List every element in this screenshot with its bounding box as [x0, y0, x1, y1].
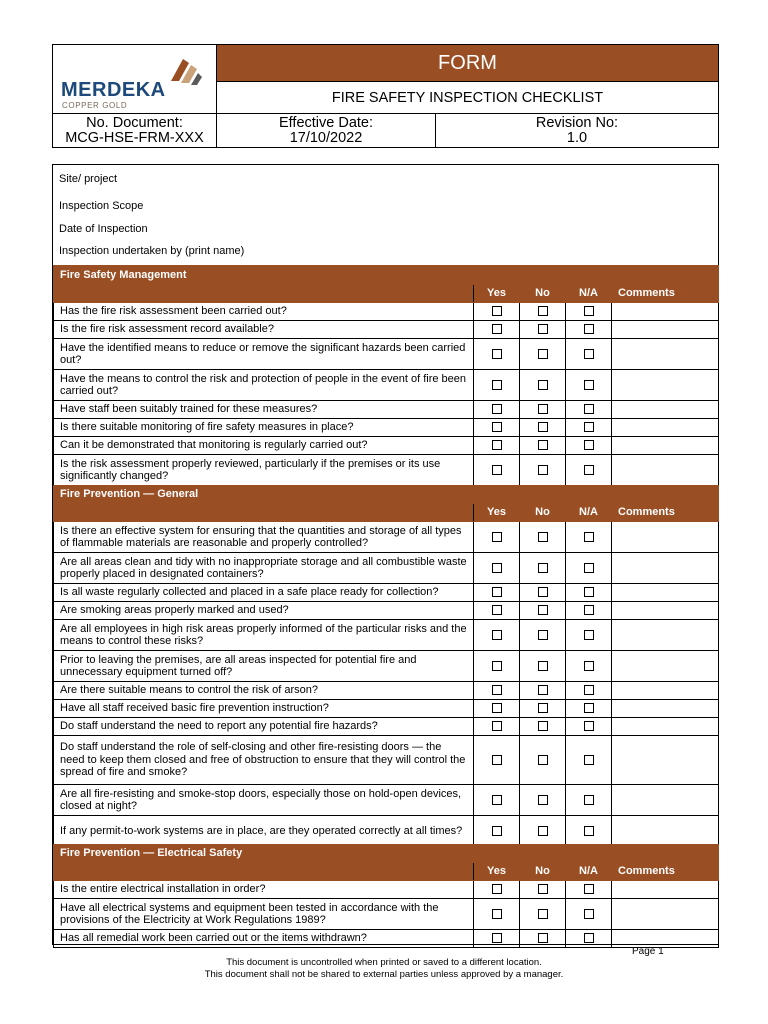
answer-cell-na: [566, 602, 612, 620]
checklist-row: [54, 718, 719, 736]
checklist-row: [54, 930, 719, 948]
answer-cell-yes: [474, 736, 520, 785]
question-text: Have all electrical systems and equipment been tested in accordance with the provisions of the Electricity at Work Regulations 1989?: [54, 899, 474, 930]
answer-cell-na: [566, 682, 612, 700]
checkbox-no-icon[interactable]: [538, 380, 548, 390]
comments-cell[interactable]: [612, 602, 719, 620]
answer-cell-na: [566, 816, 612, 847]
comments-cell[interactable]: [612, 455, 719, 486]
footer-note-sharing: This document shall not be shared to external parties unless approved by a manager.: [204, 969, 564, 980]
comments-cell[interactable]: [612, 899, 719, 930]
inspector-name-field: Inspection undertaken by (print name): [59, 245, 245, 257]
answer-cell-na: [566, 700, 612, 718]
checkbox-na-icon[interactable]: [584, 380, 594, 390]
checkbox-na-icon[interactable]: [584, 909, 594, 919]
answer-cell-no: [520, 736, 566, 785]
answer-cell-na: [566, 522, 612, 553]
footer-note-uncontrolled: This document is uncontrolled when printed or saved to a different location.: [226, 957, 542, 968]
document-title: FIRE SAFETY INSPECTION CHECKLIST: [217, 82, 718, 114]
section-title: Fire Prevention — General: [54, 486, 719, 504]
comments-cell[interactable]: [612, 303, 719, 321]
answer-cell-yes: [474, 682, 520, 700]
answer-cell-no: [520, 522, 566, 553]
answer-cell-no: [520, 553, 566, 584]
checkbox-na-icon[interactable]: [584, 884, 594, 894]
checkbox-na-icon[interactable]: [584, 661, 594, 671]
checkbox-no-icon[interactable]: [538, 306, 548, 316]
question-text: Are smoking areas properly marked and used?: [54, 602, 474, 620]
checkbox-na-icon[interactable]: [584, 422, 594, 432]
comments-cell[interactable]: [612, 321, 719, 339]
checkbox-yes-icon[interactable]: [492, 795, 502, 805]
checklist-row: [54, 401, 719, 419]
comments-cell[interactable]: [612, 553, 719, 584]
answer-cell-yes: [474, 419, 520, 437]
checkbox-na-icon[interactable]: [584, 404, 594, 414]
comments-cell[interactable]: [612, 584, 719, 602]
checkbox-no-icon[interactable]: [538, 465, 548, 475]
checkbox-yes-icon[interactable]: [492, 755, 502, 765]
question-text: Prior to leaving the premises, are all areas inspected for potential fire and unnecessary equipment turned off?: [54, 651, 474, 682]
answer-cell-yes: [474, 339, 520, 370]
answer-cell-yes: [474, 930, 520, 948]
answer-cell-yes: [474, 602, 520, 620]
checkbox-na-icon[interactable]: [584, 324, 594, 334]
answer-cell-no: [520, 718, 566, 736]
logo-subtext: COPPER GOLD: [62, 101, 128, 110]
site-project-field: Site/ project: [59, 173, 118, 185]
answer-cell-yes: [474, 401, 520, 419]
question-text: Have staff been suitably trained for these measures?: [54, 401, 474, 419]
checkbox-no-icon[interactable]: [538, 703, 548, 713]
checklist-row: [54, 522, 719, 553]
checklist-row: [54, 339, 719, 370]
answer-cell-na: [566, 437, 612, 455]
answer-cell-no: [520, 785, 566, 816]
checklist-row: [54, 700, 719, 718]
question-text: Is the entire electrical installation in order?: [54, 881, 474, 899]
question-text: Has the fire risk assessment been carried out?: [54, 303, 474, 321]
question-text: Do staff understand the role of self-closing and other fire-resisting doors — the need to keep them closed and free of obstruction to ensure that they will control the spread of fire and smoke?: [54, 736, 474, 785]
comments-cell[interactable]: [612, 620, 719, 651]
question-text: Is the risk assessment properly reviewed, particularly if the premises or its use significantly changed?: [54, 455, 474, 486]
checkbox-na-icon[interactable]: [584, 605, 594, 615]
question-text: Is there an effective system for ensuring that the quantities and storage of all types of flammable materials are reasonable and properly controlled?: [54, 522, 474, 553]
comments-cell[interactable]: [612, 718, 719, 736]
checkbox-yes-icon[interactable]: [492, 605, 502, 615]
checkbox-no-icon[interactable]: [538, 755, 548, 765]
column-header-na: N/A: [566, 285, 612, 303]
checkbox-no-icon[interactable]: [538, 563, 548, 573]
answer-cell-no: [520, 881, 566, 899]
comments-cell[interactable]: [612, 682, 719, 700]
checkbox-yes-icon[interactable]: [492, 933, 502, 943]
answer-cell-yes: [474, 321, 520, 339]
checkbox-na-icon[interactable]: [584, 306, 594, 316]
comments-cell[interactable]: [612, 700, 719, 718]
answer-cell-na: [566, 930, 612, 948]
column-header-na: N/A: [566, 504, 612, 522]
checkbox-na-icon[interactable]: [584, 795, 594, 805]
answer-cell-no: [520, 339, 566, 370]
document-number-label: No. Document:: [86, 115, 183, 131]
answer-cell-yes: [474, 881, 520, 899]
answer-cell-na: [566, 620, 612, 651]
section-title: Fire Safety Management: [54, 266, 719, 285]
section-title: Fire Prevention — Electrical Safety: [54, 845, 719, 863]
comments-cell[interactable]: [612, 370, 719, 401]
checkbox-na-icon[interactable]: [584, 755, 594, 765]
inspection-date-field: Date of Inspection: [59, 223, 148, 235]
answer-cell-yes: [474, 718, 520, 736]
answer-cell-na: [566, 303, 612, 321]
checkbox-yes-icon[interactable]: [492, 422, 502, 432]
checkbox-no-icon[interactable]: [538, 909, 548, 919]
checklist-body: [52, 164, 719, 945]
answer-cell-no: [520, 682, 566, 700]
checkbox-yes-icon[interactable]: [492, 324, 502, 334]
checkbox-yes-icon[interactable]: [492, 563, 502, 573]
checkbox-na-icon[interactable]: [584, 587, 594, 597]
checkbox-na-icon[interactable]: [584, 933, 594, 943]
document-number: [53, 114, 217, 147]
checkbox-no-icon[interactable]: [538, 826, 548, 836]
question-text: Can it be demonstrated that monitoring is regularly carried out?: [54, 437, 474, 455]
checklist-row: [54, 455, 719, 486]
question-text: Have all staff received basic fire prevention instruction?: [54, 700, 474, 718]
answer-cell-na: [566, 584, 612, 602]
answer-cell-na: [566, 321, 612, 339]
checkbox-na-icon[interactable]: [584, 721, 594, 731]
answer-cell-na: [566, 419, 612, 437]
question-text: If any permit-to-work systems are in place, are they operated correctly at all times?: [54, 816, 474, 847]
answer-cell-na: [566, 881, 612, 899]
answer-cell-no: [520, 321, 566, 339]
checkbox-no-icon[interactable]: [538, 605, 548, 615]
checkbox-yes-icon[interactable]: [492, 587, 502, 597]
checkbox-yes-icon[interactable]: [492, 703, 502, 713]
checkbox-no-icon[interactable]: [538, 404, 548, 414]
checkbox-yes-icon[interactable]: [492, 826, 502, 836]
comments-cell[interactable]: [612, 785, 719, 816]
checkbox-yes-icon[interactable]: [492, 306, 502, 316]
revision-number-label: Revision No:: [535, 115, 619, 131]
checkbox-yes-icon[interactable]: [492, 630, 502, 640]
answer-cell-yes: [474, 620, 520, 651]
answer-cell-no: [520, 620, 566, 651]
answer-cell-yes: [474, 785, 520, 816]
fire-safety-management-table: [53, 265, 719, 486]
question-text: Has all remedial work been carried out or the items withdrawn?: [54, 930, 474, 948]
answer-cell-na: [566, 651, 612, 682]
checklist-row: [54, 553, 719, 584]
checklist-row: [54, 602, 719, 620]
question-text: Are all areas clean and tidy with no inappropriate storage and all combustible waste properly placed in designated containers?: [54, 553, 474, 584]
checkbox-na-icon[interactable]: [584, 349, 594, 359]
comments-cell[interactable]: [612, 437, 719, 455]
answer-cell-no: [520, 419, 566, 437]
answer-cell-yes: [474, 899, 520, 930]
answer-cell-no: [520, 930, 566, 948]
column-header-comments: Comments: [612, 504, 719, 522]
question-text: Are there suitable means to control the risk of arson?: [54, 682, 474, 700]
comments-cell[interactable]: [612, 881, 719, 899]
answer-cell-no: [520, 816, 566, 847]
comments-cell[interactable]: [612, 930, 719, 948]
comments-cell[interactable]: [612, 401, 719, 419]
checkbox-yes-icon[interactable]: [492, 404, 502, 414]
checkbox-yes-icon[interactable]: [492, 532, 502, 542]
question-text: Is the fire risk assessment record available?: [54, 321, 474, 339]
comments-cell[interactable]: [612, 419, 719, 437]
answer-cell-yes: [474, 437, 520, 455]
checkbox-na-icon[interactable]: [584, 703, 594, 713]
document-number-value: MCG-HSE-FRM-XXX: [65, 130, 204, 146]
column-header-na: N/A: [566, 863, 612, 881]
comments-cell[interactable]: [612, 522, 719, 553]
checkbox-na-icon[interactable]: [584, 563, 594, 573]
comments-cell[interactable]: [612, 816, 719, 847]
answer-cell-yes: [474, 651, 520, 682]
column-header-question: [54, 504, 474, 522]
answer-cell-yes: [474, 303, 520, 321]
answer-cell-na: [566, 339, 612, 370]
logo-text: MERDEKA: [61, 79, 166, 101]
answer-cell-no: [520, 370, 566, 401]
form-label: FORM: [217, 45, 718, 82]
logo-cell: [53, 45, 217, 114]
checklist-row: [54, 419, 719, 437]
checklist-row: [54, 816, 719, 847]
checklist-row: [54, 651, 719, 682]
answer-cell-no: [520, 700, 566, 718]
checklist-row: [54, 682, 719, 700]
question-text: Is all waste regularly collected and placed in a safe place ready for collection?: [54, 584, 474, 602]
comments-cell[interactable]: [612, 339, 719, 370]
checkbox-yes-icon[interactable]: [492, 349, 502, 359]
checkbox-na-icon[interactable]: [584, 465, 594, 475]
answer-cell-no: [520, 437, 566, 455]
comments-cell[interactable]: [612, 651, 719, 682]
answer-cell-no: [520, 584, 566, 602]
answer-cell-yes: [474, 584, 520, 602]
checkbox-no-icon[interactable]: [538, 721, 548, 731]
checklist-row: [54, 321, 719, 339]
answer-cell-na: [566, 455, 612, 486]
question-text: Have the identified means to reduce or remove the significant hazards been carried out?: [54, 339, 474, 370]
answer-cell-na: [566, 718, 612, 736]
checkbox-no-icon[interactable]: [538, 884, 548, 894]
answer-cell-na: [566, 401, 612, 419]
effective-date-value: 17/10/2022: [289, 130, 363, 146]
checkbox-no-icon[interactable]: [538, 349, 548, 359]
checkbox-no-icon[interactable]: [538, 795, 548, 805]
checkbox-yes-icon[interactable]: [492, 909, 502, 919]
checkbox-no-icon[interactable]: [538, 324, 548, 334]
effective-date: [217, 114, 436, 147]
answer-cell-no: [520, 303, 566, 321]
checkbox-no-icon[interactable]: [538, 661, 548, 671]
checklist-row: [54, 736, 719, 785]
question-text: Do staff understand the need to report any potential fire hazards?: [54, 718, 474, 736]
answer-cell-yes: [474, 522, 520, 553]
answer-cell-na: [566, 370, 612, 401]
column-header-yes: Yes: [474, 504, 520, 522]
question-text: Is there suitable monitoring of fire safety measures in place?: [54, 419, 474, 437]
answer-cell-no: [520, 651, 566, 682]
page-number: Page 1: [632, 946, 664, 957]
checklist-row: [54, 303, 719, 321]
checkbox-no-icon[interactable]: [538, 630, 548, 640]
checkbox-no-icon[interactable]: [538, 933, 548, 943]
effective-date-label: Effective Date:: [278, 115, 374, 131]
checkbox-yes-icon[interactable]: [492, 465, 502, 475]
column-header-comments: Comments: [612, 285, 719, 303]
answer-cell-yes: [474, 816, 520, 847]
answer-cell-no: [520, 602, 566, 620]
fire-prevention-electrical-table: [53, 844, 719, 948]
column-header-yes: Yes: [474, 285, 520, 303]
answer-cell-yes: [474, 553, 520, 584]
column-header-question: [54, 863, 474, 881]
question-text: Have the means to control the risk and protection of people in the event of fire been carried out?: [54, 370, 474, 401]
checkbox-yes-icon[interactable]: [492, 884, 502, 894]
checklist-row: [54, 584, 719, 602]
checkbox-na-icon[interactable]: [584, 826, 594, 836]
checkbox-na-icon[interactable]: [584, 532, 594, 542]
inspection-scope-field: Inspection Scope: [59, 200, 144, 212]
document-header: [52, 44, 719, 148]
column-header-no: No: [520, 504, 566, 522]
checkbox-yes-icon[interactable]: [492, 685, 502, 695]
checklist-row: [54, 785, 719, 816]
checkbox-no-icon[interactable]: [538, 685, 548, 695]
checkbox-na-icon[interactable]: [584, 630, 594, 640]
checklist-row: [54, 437, 719, 455]
question-text: Are all fire-resisting and smoke-stop doors, especially those on hold-open devices, closed at night?: [54, 785, 474, 816]
checkbox-yes-icon[interactable]: [492, 440, 502, 450]
checkbox-na-icon[interactable]: [584, 440, 594, 450]
checkbox-no-icon[interactable]: [538, 422, 548, 432]
checkbox-yes-icon[interactable]: [492, 380, 502, 390]
answer-cell-no: [520, 899, 566, 930]
column-header-no: No: [520, 285, 566, 303]
answer-cell-na: [566, 736, 612, 785]
comments-cell[interactable]: [612, 736, 719, 785]
answer-cell-na: [566, 553, 612, 584]
column-header-question: [54, 285, 474, 303]
column-header-yes: Yes: [474, 863, 520, 881]
question-text: Are all employees in high risk areas properly informed of the particular risks and the means to control these risks?: [54, 620, 474, 651]
answer-cell-yes: [474, 700, 520, 718]
checklist-row: [54, 899, 719, 930]
column-header-no: No: [520, 863, 566, 881]
checkbox-na-icon[interactable]: [584, 685, 594, 695]
column-header-comments: Comments: [612, 863, 719, 881]
checklist-row: [54, 620, 719, 651]
answer-cell-yes: [474, 370, 520, 401]
revision-number-value: 1.0: [566, 130, 588, 146]
fire-prevention-general-table: [53, 485, 719, 847]
revision-number: [436, 114, 718, 147]
answer-cell-na: [566, 785, 612, 816]
checkbox-no-icon[interactable]: [538, 532, 548, 542]
checkbox-yes-icon[interactable]: [492, 661, 502, 671]
checklist-row: [54, 370, 719, 401]
answer-cell-no: [520, 455, 566, 486]
answer-cell-yes: [474, 455, 520, 486]
answer-cell-no: [520, 401, 566, 419]
answer-cell-na: [566, 899, 612, 930]
checkbox-no-icon[interactable]: [538, 440, 548, 450]
checkbox-no-icon[interactable]: [538, 587, 548, 597]
checklist-row: [54, 881, 719, 899]
checkbox-yes-icon[interactable]: [492, 721, 502, 731]
